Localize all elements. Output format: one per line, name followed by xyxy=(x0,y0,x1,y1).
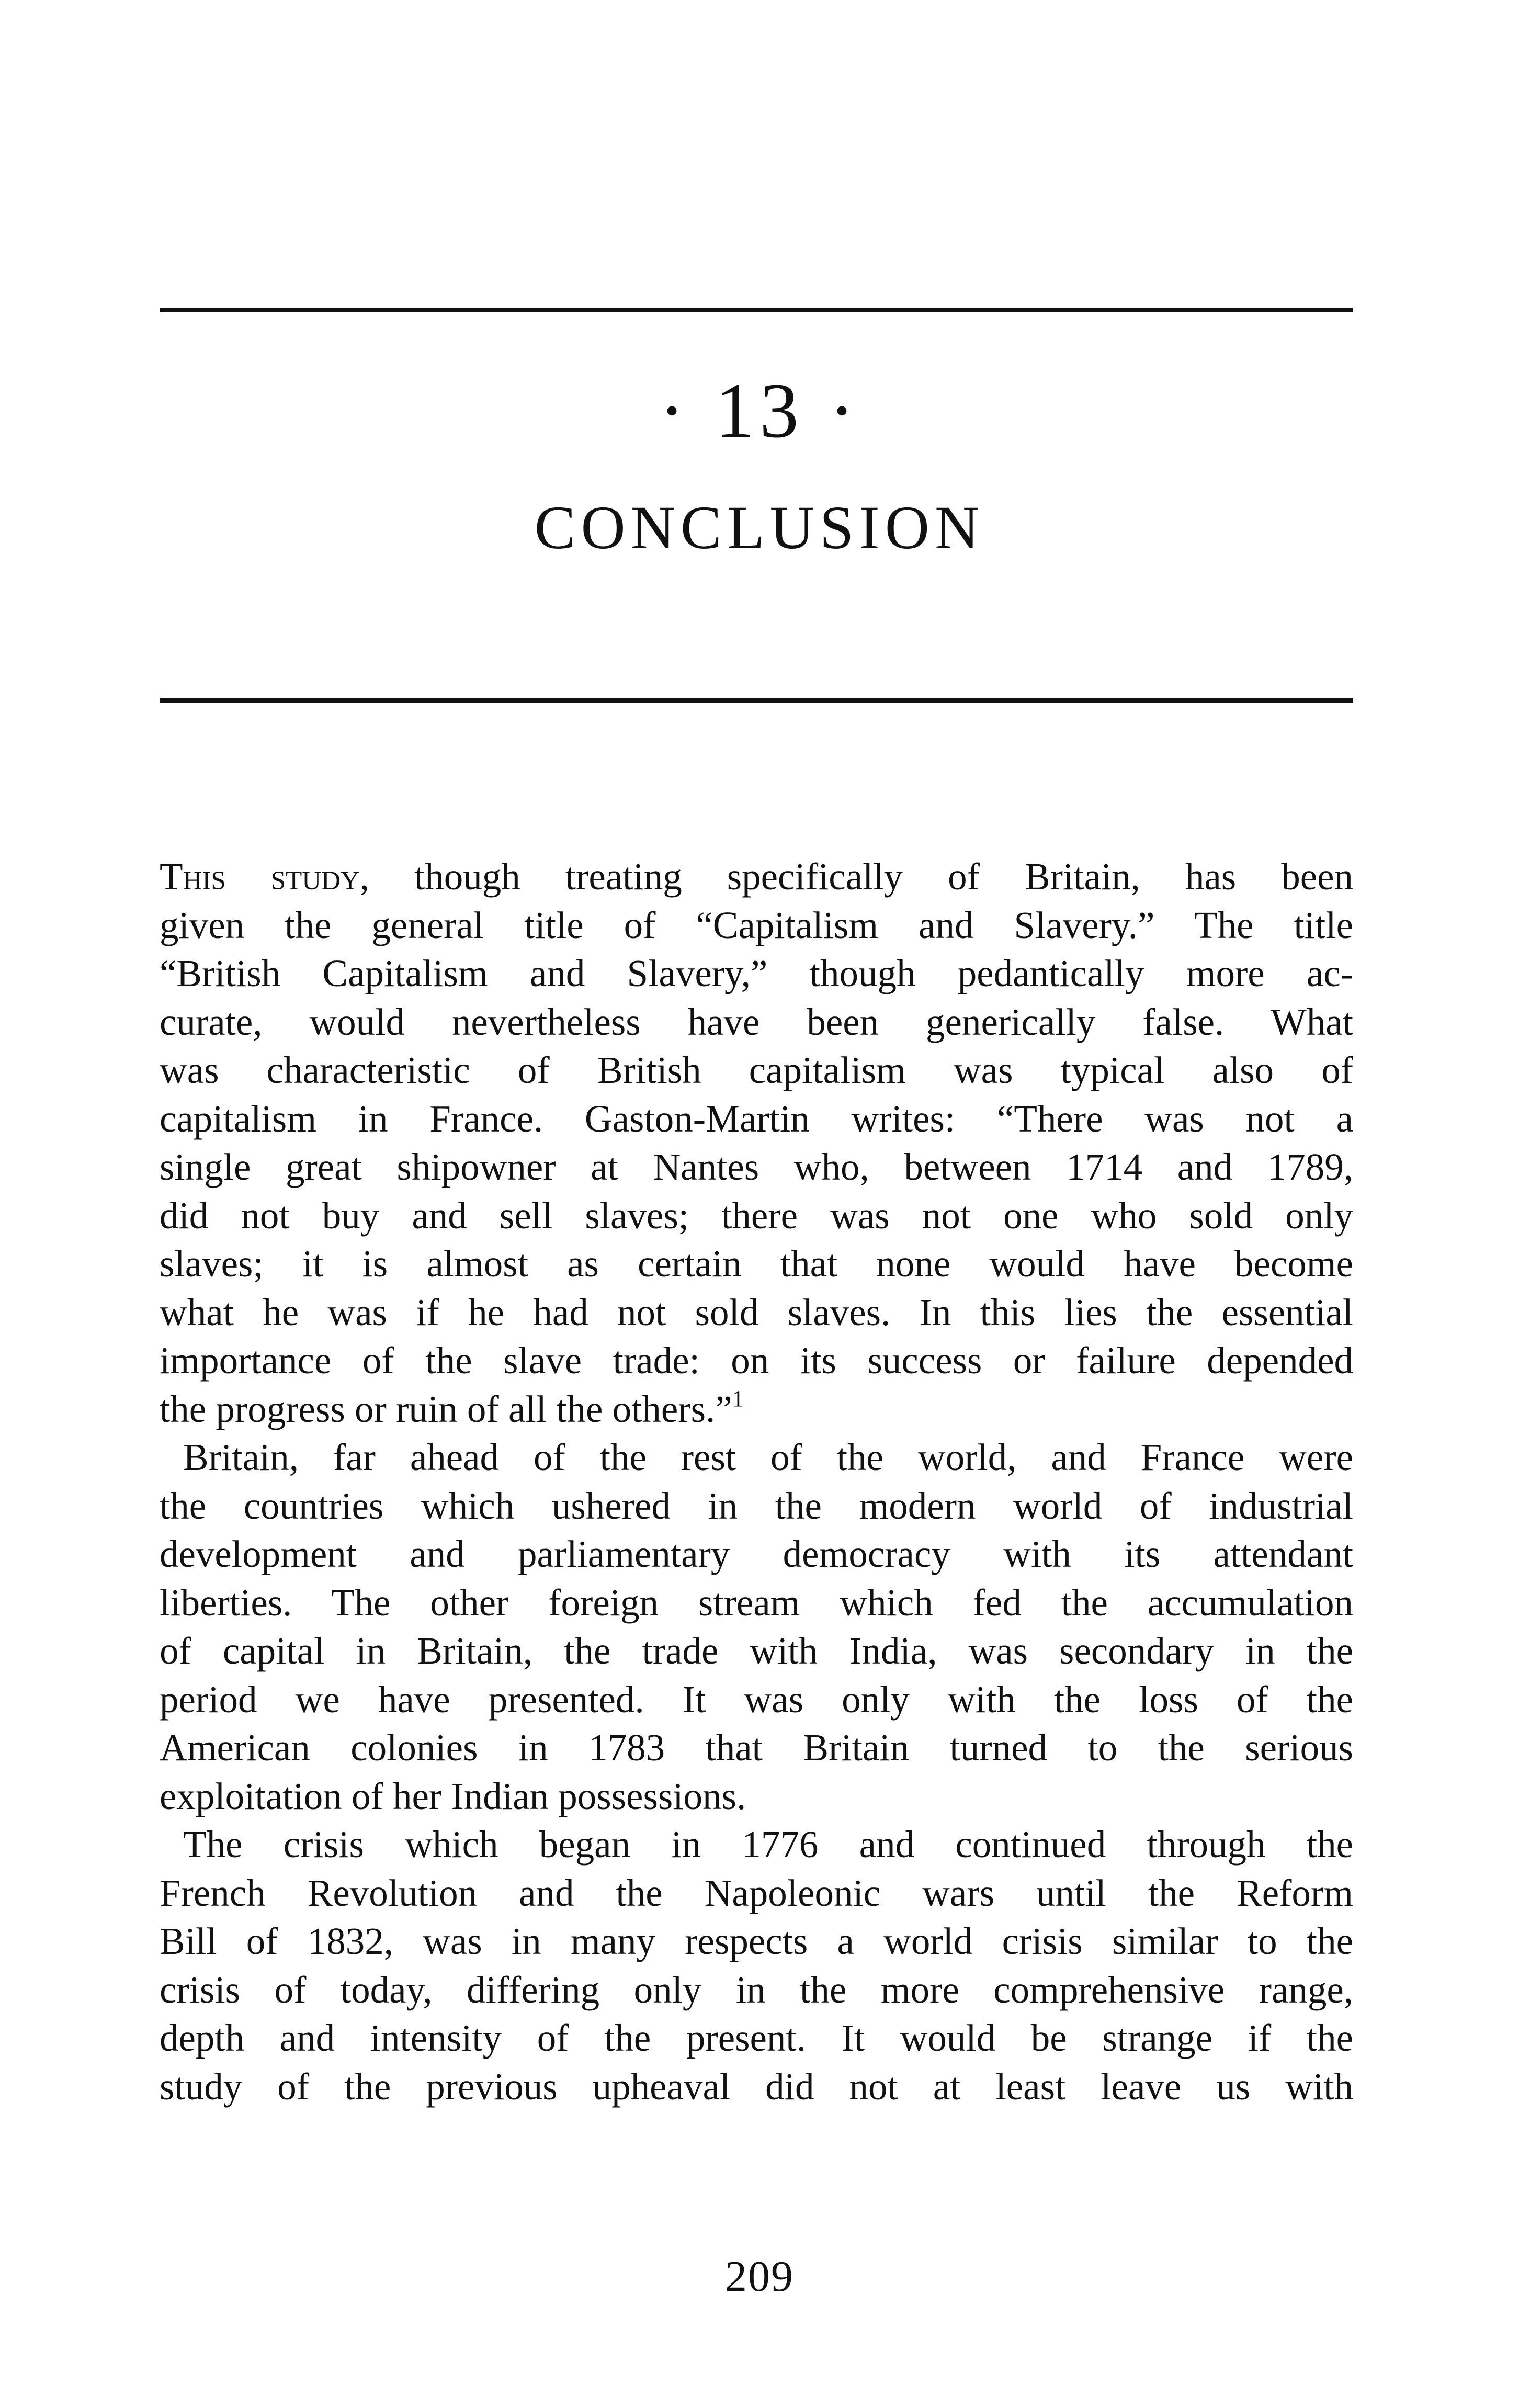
text-line: period we have presented. It was only with the loss of the xyxy=(160,1678,1353,1721)
body-text xyxy=(160,853,1353,2111)
text-line: liberties. The other foreign stream which fed the accumulation xyxy=(160,1581,1353,1624)
text-line: curate, would nevertheless have been generically false. What xyxy=(160,1000,1353,1043)
page-number: 209 xyxy=(725,2252,794,2301)
text-line-content: the progress or ruin of all the others.” xyxy=(160,1387,732,1430)
text-line: importance of the slave trade: on its success or failure depended xyxy=(160,1339,1353,1382)
text-line: given the general title of “Capitalism and Slavery.” The title xyxy=(160,903,1353,946)
text-line: the countries which ushered in the modern world of industrial xyxy=(160,1484,1353,1527)
text-line: “British Capitalism and Slavery,” though pedantically more ac- xyxy=(160,952,1353,994)
text-line: development and parliamentary democracy with its attendant xyxy=(160,1533,1353,1575)
text-line: The crisis which began in 1776 and continued through the xyxy=(183,1823,1353,1866)
text-line-content: though treating specifically of Britain, has been xyxy=(369,855,1353,898)
text-line: of capital in Britain, the trade with India, was secondary in the xyxy=(160,1630,1353,1672)
text-line: Britain, far ahead of the rest of the world, and France were xyxy=(183,1436,1353,1478)
top-rule xyxy=(160,308,1353,312)
text-line: was characteristic of British capitalism was typical also of xyxy=(160,1049,1353,1091)
text-line xyxy=(160,1385,1353,1434)
text-line: slaves; it is almost as certain that none would have become xyxy=(160,1242,1353,1285)
chapter-title: CONCLUSION xyxy=(534,493,985,562)
text-line: American colonies in 1783 that Britain turned to the serious xyxy=(160,1726,1353,1769)
text-line: did not buy and sell slaves; there was not one who sold only xyxy=(160,1194,1353,1237)
bottom-rule xyxy=(160,698,1353,703)
text-line: what he was if he had not sold slaves. In this lies the essential xyxy=(160,1291,1353,1333)
text-line: capitalism in France. Gaston-Martin writes: “There was not a xyxy=(160,1097,1353,1140)
text-line: exploitation of her Indian possessions. xyxy=(160,1774,746,1817)
chapter-number: · 13 · xyxy=(659,367,860,454)
text-line: Bill of 1832, was in many respects a world crisis similar to the xyxy=(160,1920,1353,1962)
text-line: single great shipowner at Nantes who, between 1714 and 1789, xyxy=(160,1146,1353,1188)
text-line: study of the previous upheaval did not at least leave us with xyxy=(160,2065,1353,2108)
footnote-reference[interactable]: 1 xyxy=(732,1385,744,1411)
text-line xyxy=(160,853,1353,901)
text-line: crisis of today, differing only in the more comprehensive range, xyxy=(160,1968,1353,2011)
text-line: French Revolution and the Napoleonic wars until the Reform xyxy=(160,1871,1353,1914)
opening-small-caps: This study, xyxy=(160,855,370,898)
text-line: depth and intensity of the present. It would be strange if the xyxy=(160,2017,1353,2059)
